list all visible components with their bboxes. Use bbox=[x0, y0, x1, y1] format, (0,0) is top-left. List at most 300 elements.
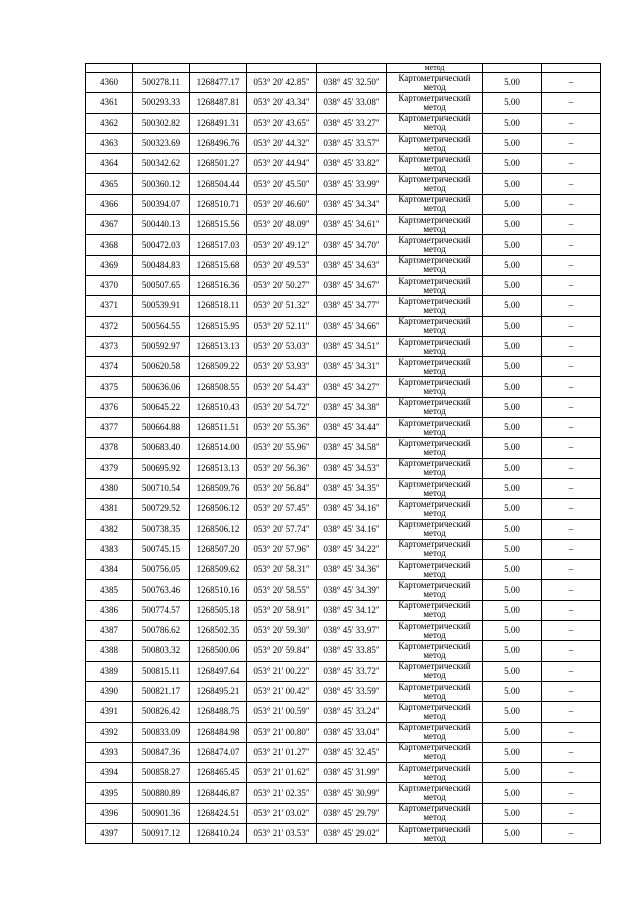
table-row bbox=[86, 763, 601, 783]
method-cell bbox=[387, 255, 483, 275]
longitude-cell: 038° 45' 34.67" bbox=[317, 275, 387, 295]
y-coordinate-cell: 1268505.18 bbox=[190, 600, 247, 620]
longitude-cell: 038° 45' 30.99" bbox=[317, 783, 387, 803]
latitude-cell: 053° 20' 43.34" bbox=[247, 93, 317, 113]
latitude-cell: 053° 20' 58.91" bbox=[247, 600, 317, 620]
x-coordinate-cell: 500774.57 bbox=[133, 600, 190, 620]
table-row bbox=[86, 397, 601, 417]
method-cell bbox=[387, 519, 483, 539]
y-coordinate-cell: 1268501.27 bbox=[190, 154, 247, 174]
longitude-cell: 038° 45' 34.34" bbox=[317, 194, 387, 214]
table-row bbox=[86, 641, 601, 661]
table-row bbox=[86, 418, 601, 438]
method-line: Картометрический bbox=[398, 295, 471, 306]
point-number-cell: 4386 bbox=[86, 600, 133, 620]
point-number-cell: 4369 bbox=[86, 255, 133, 275]
table-row bbox=[86, 336, 601, 356]
latitude-cell: 053° 20' 44.32" bbox=[247, 133, 317, 153]
method-cell bbox=[387, 438, 483, 458]
x-coordinate-cell: 500763.46 bbox=[133, 580, 190, 600]
method-line: Картометрический bbox=[398, 559, 471, 570]
method-line: метод bbox=[423, 589, 446, 600]
method-line: Картометрический bbox=[398, 498, 471, 509]
latitude-cell: 053° 20' 59.84" bbox=[247, 641, 317, 661]
latitude-cell: 053° 20' 53.93" bbox=[247, 357, 317, 377]
latitude-cell: 053° 20' 44.94" bbox=[247, 154, 317, 174]
x-coordinate-cell: 500302.82 bbox=[133, 113, 190, 133]
method-line: Картометрический bbox=[398, 620, 471, 631]
latitude-cell: 053° 21' 00.59" bbox=[247, 702, 317, 722]
method-line: Картометрический bbox=[398, 255, 471, 266]
description-cell: – bbox=[542, 722, 601, 742]
method-cell bbox=[387, 499, 483, 519]
latitude-cell: 053° 20' 49.12" bbox=[247, 235, 317, 255]
accuracy-cell: 5.00 bbox=[483, 235, 542, 255]
latitude-cell: 053° 21' 00.80" bbox=[247, 722, 317, 742]
point-number-cell: 4385 bbox=[86, 580, 133, 600]
method-line: Картометрический bbox=[398, 92, 471, 103]
method-line: метод bbox=[423, 832, 446, 843]
y-coordinate-cell: 1268506.12 bbox=[190, 519, 247, 539]
table-row bbox=[86, 560, 601, 580]
point-number-cell: 4366 bbox=[86, 194, 133, 214]
y-coordinate-cell: 1268465.45 bbox=[190, 763, 247, 783]
longitude-cell: 038° 45' 29.79" bbox=[317, 803, 387, 823]
description-cell: – bbox=[542, 641, 601, 661]
x-coordinate-cell: 500664.88 bbox=[133, 418, 190, 438]
method-line: Картометрический bbox=[398, 783, 471, 794]
table-row bbox=[86, 93, 601, 113]
description-cell: – bbox=[542, 377, 601, 397]
table-row bbox=[86, 823, 601, 843]
accuracy-cell: 5.00 bbox=[483, 681, 542, 701]
accuracy-cell: 5.00 bbox=[483, 539, 542, 559]
table-row bbox=[86, 742, 601, 762]
longitude-cell: 038° 45' 34.27" bbox=[317, 377, 387, 397]
method-cell bbox=[387, 580, 483, 600]
method-cell bbox=[387, 763, 483, 783]
latitude-cell: 053° 20' 49.53" bbox=[247, 255, 317, 275]
method-cell bbox=[387, 377, 483, 397]
y-coordinate-cell: 1268410.24 bbox=[190, 823, 247, 843]
table-row bbox=[86, 113, 601, 133]
accuracy-cell: 5.00 bbox=[483, 316, 542, 336]
y-coordinate-cell: 1268497.64 bbox=[190, 661, 247, 681]
latitude-cell: 053° 21' 02.35" bbox=[247, 783, 317, 803]
table-row bbox=[86, 661, 601, 681]
accuracy-cell: 5.00 bbox=[483, 803, 542, 823]
table-row bbox=[86, 519, 601, 539]
latitude-cell: 053° 21' 01.27" bbox=[247, 742, 317, 762]
method-cell bbox=[387, 397, 483, 417]
method-line: метод bbox=[423, 386, 446, 397]
method-line: Картометрический bbox=[398, 661, 471, 672]
description-cell: – bbox=[542, 357, 601, 377]
description-cell: – bbox=[542, 438, 601, 458]
accuracy-cell: 5.00 bbox=[483, 174, 542, 194]
x-coordinate-cell: 500695.92 bbox=[133, 458, 190, 478]
latitude-cell: 053° 21' 03.53" bbox=[247, 823, 317, 843]
table-row bbox=[86, 458, 601, 478]
longitude-cell: 038° 45' 33.08" bbox=[317, 93, 387, 113]
description-cell: – bbox=[542, 560, 601, 580]
accuracy-cell: 5.00 bbox=[483, 783, 542, 803]
method-cell bbox=[387, 296, 483, 316]
method-line: метод bbox=[423, 528, 446, 539]
method-line: метод bbox=[423, 325, 446, 336]
point-number-cell: 4372 bbox=[86, 316, 133, 336]
method-cell bbox=[387, 681, 483, 701]
accuracy-cell: 5.00 bbox=[483, 478, 542, 498]
method-line: метод bbox=[423, 487, 446, 498]
point-number-cell: 4375 bbox=[86, 377, 133, 397]
point-number-cell: 4389 bbox=[86, 661, 133, 681]
latitude-cell: 053° 20' 58.31" bbox=[247, 560, 317, 580]
x-coordinate-cell: 500847.36 bbox=[133, 742, 190, 762]
point-number-cell: 4387 bbox=[86, 621, 133, 641]
table-row bbox=[86, 73, 601, 93]
y-coordinate-cell: 1268488.75 bbox=[190, 702, 247, 722]
accuracy-cell: 5.00 bbox=[483, 499, 542, 519]
method-cell bbox=[387, 275, 483, 295]
method-line: метод bbox=[423, 710, 446, 721]
x-coordinate-cell: 500803.32 bbox=[133, 641, 190, 661]
latitude-cell: 053° 20' 57.45" bbox=[247, 499, 317, 519]
description-cell: – bbox=[542, 133, 601, 153]
description-cell: – bbox=[542, 458, 601, 478]
y-coordinate-cell: 1268509.76 bbox=[190, 478, 247, 498]
method-line: Картометрический bbox=[398, 600, 471, 611]
description-cell: – bbox=[542, 174, 601, 194]
point-number-cell: 4362 bbox=[86, 113, 133, 133]
method-cell bbox=[387, 661, 483, 681]
point-number-cell: 4380 bbox=[86, 478, 133, 498]
y-coordinate-cell: 1268496.76 bbox=[190, 133, 247, 153]
method-line: метод bbox=[423, 446, 446, 457]
accuracy-cell: 5.00 bbox=[483, 357, 542, 377]
method-line: Картометрический bbox=[398, 336, 471, 347]
x-coordinate-cell: 500620.58 bbox=[133, 357, 190, 377]
accuracy-cell: 5.00 bbox=[483, 377, 542, 397]
method-line: Картометрический bbox=[398, 701, 471, 712]
accuracy-cell: 5.00 bbox=[483, 458, 542, 478]
longitude-cell: 038° 45' 34.39" bbox=[317, 580, 387, 600]
method-line: метод bbox=[423, 244, 446, 255]
accuracy-cell: 5.00 bbox=[483, 215, 542, 235]
description-cell: – bbox=[542, 154, 601, 174]
longitude-cell: 038° 45' 33.27" bbox=[317, 113, 387, 133]
x-coordinate-cell: 500738.35 bbox=[133, 519, 190, 539]
y-coordinate-cell: 1268495.21 bbox=[190, 681, 247, 701]
point-number-cell: 4381 bbox=[86, 499, 133, 519]
accuracy-cell: 5.00 bbox=[483, 560, 542, 580]
longitude-cell: 038° 45' 33.82" bbox=[317, 154, 387, 174]
longitude-cell: 038° 45' 34.16" bbox=[317, 519, 387, 539]
method-line: Картометрический bbox=[398, 72, 471, 83]
method-line: Картометрический bbox=[398, 640, 471, 651]
description-cell: – bbox=[542, 742, 601, 762]
accuracy-cell: 5.00 bbox=[483, 742, 542, 762]
latitude-cell: 053° 20' 42.85" bbox=[247, 73, 317, 93]
method-cell bbox=[387, 702, 483, 722]
method-line: метод bbox=[423, 690, 446, 701]
accuracy-cell: 5.00 bbox=[483, 296, 542, 316]
longitude-cell: 038° 45' 33.57" bbox=[317, 133, 387, 153]
method-line: Картометрический bbox=[398, 803, 471, 814]
description-cell: – bbox=[542, 621, 601, 641]
point-number-cell: 4378 bbox=[86, 438, 133, 458]
longitude-cell: 038° 45' 34.70" bbox=[317, 235, 387, 255]
method-line: Картометрический bbox=[398, 133, 471, 144]
method-line: Картометрический bbox=[398, 580, 471, 591]
accuracy-cell: 5.00 bbox=[483, 722, 542, 742]
y-coordinate-cell: 1268491.31 bbox=[190, 113, 247, 133]
latitude-cell: 053° 20' 56.84" bbox=[247, 478, 317, 498]
x-coordinate-cell: 500756.05 bbox=[133, 560, 190, 580]
accuracy-cell: 5.00 bbox=[483, 702, 542, 722]
description-cell: – bbox=[542, 235, 601, 255]
y-coordinate-cell: 1268507.20 bbox=[190, 539, 247, 559]
method-line: Картометрический bbox=[398, 823, 471, 834]
x-coordinate-cell: 500293.33 bbox=[133, 93, 190, 113]
accuracy-cell: 5.00 bbox=[483, 275, 542, 295]
method-line: метод bbox=[423, 183, 446, 194]
table-row bbox=[86, 722, 601, 742]
table-row bbox=[86, 681, 601, 701]
y-coordinate-cell: 1268508.55 bbox=[190, 377, 247, 397]
table-row bbox=[86, 357, 601, 377]
description-cell: – bbox=[542, 519, 601, 539]
method-line: метод bbox=[423, 162, 446, 173]
accuracy-cell: 5.00 bbox=[483, 763, 542, 783]
longitude-cell: 038° 45' 33.04" bbox=[317, 722, 387, 742]
longitude-cell: 038° 45' 34.35" bbox=[317, 478, 387, 498]
longitude-cell: 038° 45' 34.66" bbox=[317, 316, 387, 336]
x-coordinate-cell: 500786.62 bbox=[133, 621, 190, 641]
latitude-cell: 053° 20' 51.32" bbox=[247, 296, 317, 316]
method-cell bbox=[387, 154, 483, 174]
x-coordinate-cell: 500880.89 bbox=[133, 783, 190, 803]
method-line: Картометрический bbox=[398, 214, 471, 225]
y-coordinate-cell: 1268424.51 bbox=[190, 803, 247, 823]
y-coordinate-cell: 1268510.16 bbox=[190, 580, 247, 600]
method-line: метод bbox=[423, 609, 446, 620]
description-cell: – bbox=[542, 194, 601, 214]
method-line: метод bbox=[423, 284, 446, 295]
table-row bbox=[86, 194, 601, 214]
method-line: Картометрический bbox=[398, 174, 471, 185]
y-coordinate-cell: 1268511.51 bbox=[190, 418, 247, 438]
method-cell bbox=[387, 722, 483, 742]
longitude-cell: 038° 45' 33.59" bbox=[317, 681, 387, 701]
latitude-cell: 053° 20' 46.60" bbox=[247, 194, 317, 214]
method-line: метод bbox=[423, 792, 446, 803]
table-row bbox=[86, 275, 601, 295]
method-cell bbox=[387, 621, 483, 641]
point-number-cell: 4384 bbox=[86, 560, 133, 580]
latitude-cell: 053° 20' 57.96" bbox=[247, 539, 317, 559]
accuracy-cell: 5.00 bbox=[483, 823, 542, 843]
method-cell bbox=[387, 560, 483, 580]
table-row bbox=[86, 174, 601, 194]
method-line: Картометрический bbox=[398, 681, 471, 692]
point-number-cell: 4367 bbox=[86, 215, 133, 235]
x-coordinate-cell: 500539.91 bbox=[133, 296, 190, 316]
y-coordinate-cell: 1268502.35 bbox=[190, 621, 247, 641]
y-coordinate-cell: 1268504.44 bbox=[190, 174, 247, 194]
method-line: Картометрический bbox=[398, 417, 471, 428]
point-number-cell: 4373 bbox=[86, 336, 133, 356]
x-coordinate-cell: 500507.65 bbox=[133, 275, 190, 295]
x-coordinate-cell: 500440.13 bbox=[133, 215, 190, 235]
method-cell bbox=[387, 93, 483, 113]
table-row bbox=[86, 438, 601, 458]
latitude-cell: 053° 20' 56.36" bbox=[247, 458, 317, 478]
point-number-cell: 4395 bbox=[86, 783, 133, 803]
description-cell: – bbox=[542, 73, 601, 93]
method-line: Картометрический bbox=[398, 275, 471, 286]
point-number-cell: 4397 bbox=[86, 823, 133, 843]
table-row bbox=[86, 255, 601, 275]
method-cell bbox=[387, 418, 483, 438]
method-line: метод bbox=[423, 122, 446, 133]
accuracy-cell: 5.00 bbox=[483, 255, 542, 275]
x-coordinate-cell: 500360.12 bbox=[133, 174, 190, 194]
table-row bbox=[86, 316, 601, 336]
y-coordinate-cell: 1268510.43 bbox=[190, 397, 247, 417]
x-coordinate-cell: 500394.07 bbox=[133, 194, 190, 214]
latitude-cell: 053° 20' 54.43" bbox=[247, 377, 317, 397]
y-coordinate-cell: 1268510.71 bbox=[190, 194, 247, 214]
point-number-cell: 4388 bbox=[86, 641, 133, 661]
method-line: метод bbox=[423, 670, 446, 681]
longitude-cell: 038° 45' 33.85" bbox=[317, 641, 387, 661]
x-coordinate-cell: 500683.40 bbox=[133, 438, 190, 458]
point-number-cell: 4382 bbox=[86, 519, 133, 539]
latitude-cell: 053° 21' 00.22" bbox=[247, 661, 317, 681]
table-row bbox=[86, 803, 601, 823]
method-line: метод bbox=[423, 731, 446, 742]
latitude-cell: 053° 20' 52.11" bbox=[247, 316, 317, 336]
longitude-cell: 038° 45' 34.51" bbox=[317, 336, 387, 356]
method-cell bbox=[387, 783, 483, 803]
method-cell bbox=[387, 478, 483, 498]
description-cell: – bbox=[542, 580, 601, 600]
point-number-cell: 4365 bbox=[86, 174, 133, 194]
method-line: Картометрический bbox=[398, 235, 471, 246]
table-row bbox=[86, 296, 601, 316]
longitude-cell: 038° 45' 34.53" bbox=[317, 458, 387, 478]
longitude-cell: 038° 45' 33.24" bbox=[317, 702, 387, 722]
method-line: метод bbox=[423, 548, 446, 559]
y-coordinate-cell: 1268515.68 bbox=[190, 255, 247, 275]
table-row bbox=[86, 783, 601, 803]
latitude-cell: 053° 21' 03.02" bbox=[247, 803, 317, 823]
method-line: Картометрический bbox=[398, 194, 471, 205]
description-cell: – bbox=[542, 499, 601, 519]
longitude-cell: 038° 45' 29.02" bbox=[317, 823, 387, 843]
accuracy-cell: 5.00 bbox=[483, 580, 542, 600]
method-line: метод bbox=[423, 406, 446, 417]
method-line: метод bbox=[423, 649, 446, 660]
coordinates-table bbox=[85, 63, 601, 844]
point-number-cell: 4370 bbox=[86, 275, 133, 295]
method-cell: метод bbox=[387, 64, 483, 73]
method-line: метод bbox=[423, 203, 446, 214]
y-coordinate-cell: 1268484.98 bbox=[190, 722, 247, 742]
longitude-cell: 038° 45' 34.38" bbox=[317, 397, 387, 417]
method-line: Картометрический bbox=[398, 742, 471, 753]
latitude-cell: 053° 20' 45.50" bbox=[247, 174, 317, 194]
description-cell: – bbox=[542, 296, 601, 316]
description-cell: – bbox=[542, 600, 601, 620]
point-number-cell: 4363 bbox=[86, 133, 133, 153]
longitude-cell: 038° 45' 31.99" bbox=[317, 763, 387, 783]
point-number-cell: 4364 bbox=[86, 154, 133, 174]
accuracy-cell: 5.00 bbox=[483, 194, 542, 214]
method-line: Картометрический bbox=[398, 316, 471, 327]
point-number-cell: 4376 bbox=[86, 397, 133, 417]
method-cell bbox=[387, 73, 483, 93]
y-coordinate-cell: 1268515.56 bbox=[190, 215, 247, 235]
method-line: метод bbox=[423, 223, 446, 234]
point-number-cell: 4391 bbox=[86, 702, 133, 722]
x-coordinate-cell: 500745.15 bbox=[133, 539, 190, 559]
point-number-cell: 4396 bbox=[86, 803, 133, 823]
accuracy-cell: 5.00 bbox=[483, 113, 542, 133]
method-line: метод bbox=[423, 629, 446, 640]
latitude-cell: 053° 20' 57.74" bbox=[247, 519, 317, 539]
longitude-cell: 038° 45' 33.97" bbox=[317, 621, 387, 641]
x-coordinate-cell: 500592.97 bbox=[133, 336, 190, 356]
method-line: метод bbox=[423, 507, 446, 518]
latitude-cell: 053° 20' 53.03" bbox=[247, 336, 317, 356]
x-coordinate-cell: 500636.06 bbox=[133, 377, 190, 397]
accuracy-cell: 5.00 bbox=[483, 661, 542, 681]
accuracy-cell: 5.00 bbox=[483, 397, 542, 417]
longitude-cell: 038° 45' 34.16" bbox=[317, 499, 387, 519]
method-line: Картометрический bbox=[398, 762, 471, 773]
longitude-cell: 038° 45' 34.12" bbox=[317, 600, 387, 620]
accuracy-cell: 5.00 bbox=[483, 621, 542, 641]
y-coordinate-cell: 1268474.07 bbox=[190, 742, 247, 762]
y-coordinate-cell: 1268513.13 bbox=[190, 458, 247, 478]
point-number-cell: 4390 bbox=[86, 681, 133, 701]
y-coordinate-cell: 1268518.11 bbox=[190, 296, 247, 316]
y-coordinate-cell: 1268517.03 bbox=[190, 235, 247, 255]
latitude-cell: 053° 20' 59.30" bbox=[247, 621, 317, 641]
point-number-cell: 4361 bbox=[86, 93, 133, 113]
latitude-cell: 053° 20' 55.36" bbox=[247, 418, 317, 438]
point-number-cell: 4368 bbox=[86, 235, 133, 255]
x-coordinate-cell: 500901.36 bbox=[133, 803, 190, 823]
method-line: Картометрический bbox=[398, 722, 471, 733]
table-row bbox=[86, 499, 601, 519]
table-row bbox=[86, 154, 601, 174]
table-row bbox=[86, 133, 601, 153]
latitude-cell: 053° 20' 43.65" bbox=[247, 113, 317, 133]
point-number-cell: 4360 bbox=[86, 73, 133, 93]
table-row bbox=[86, 377, 601, 397]
point-number-cell: 4377 bbox=[86, 418, 133, 438]
latitude-cell: 053° 20' 50.27" bbox=[247, 275, 317, 295]
method-line: Картометрический bbox=[398, 437, 471, 448]
method-line: метод bbox=[423, 771, 446, 782]
longitude-cell: 038° 45' 33.72" bbox=[317, 661, 387, 681]
x-coordinate-cell: 500917.12 bbox=[133, 823, 190, 843]
method-line: метод bbox=[423, 751, 446, 762]
description-cell: – bbox=[542, 255, 601, 275]
